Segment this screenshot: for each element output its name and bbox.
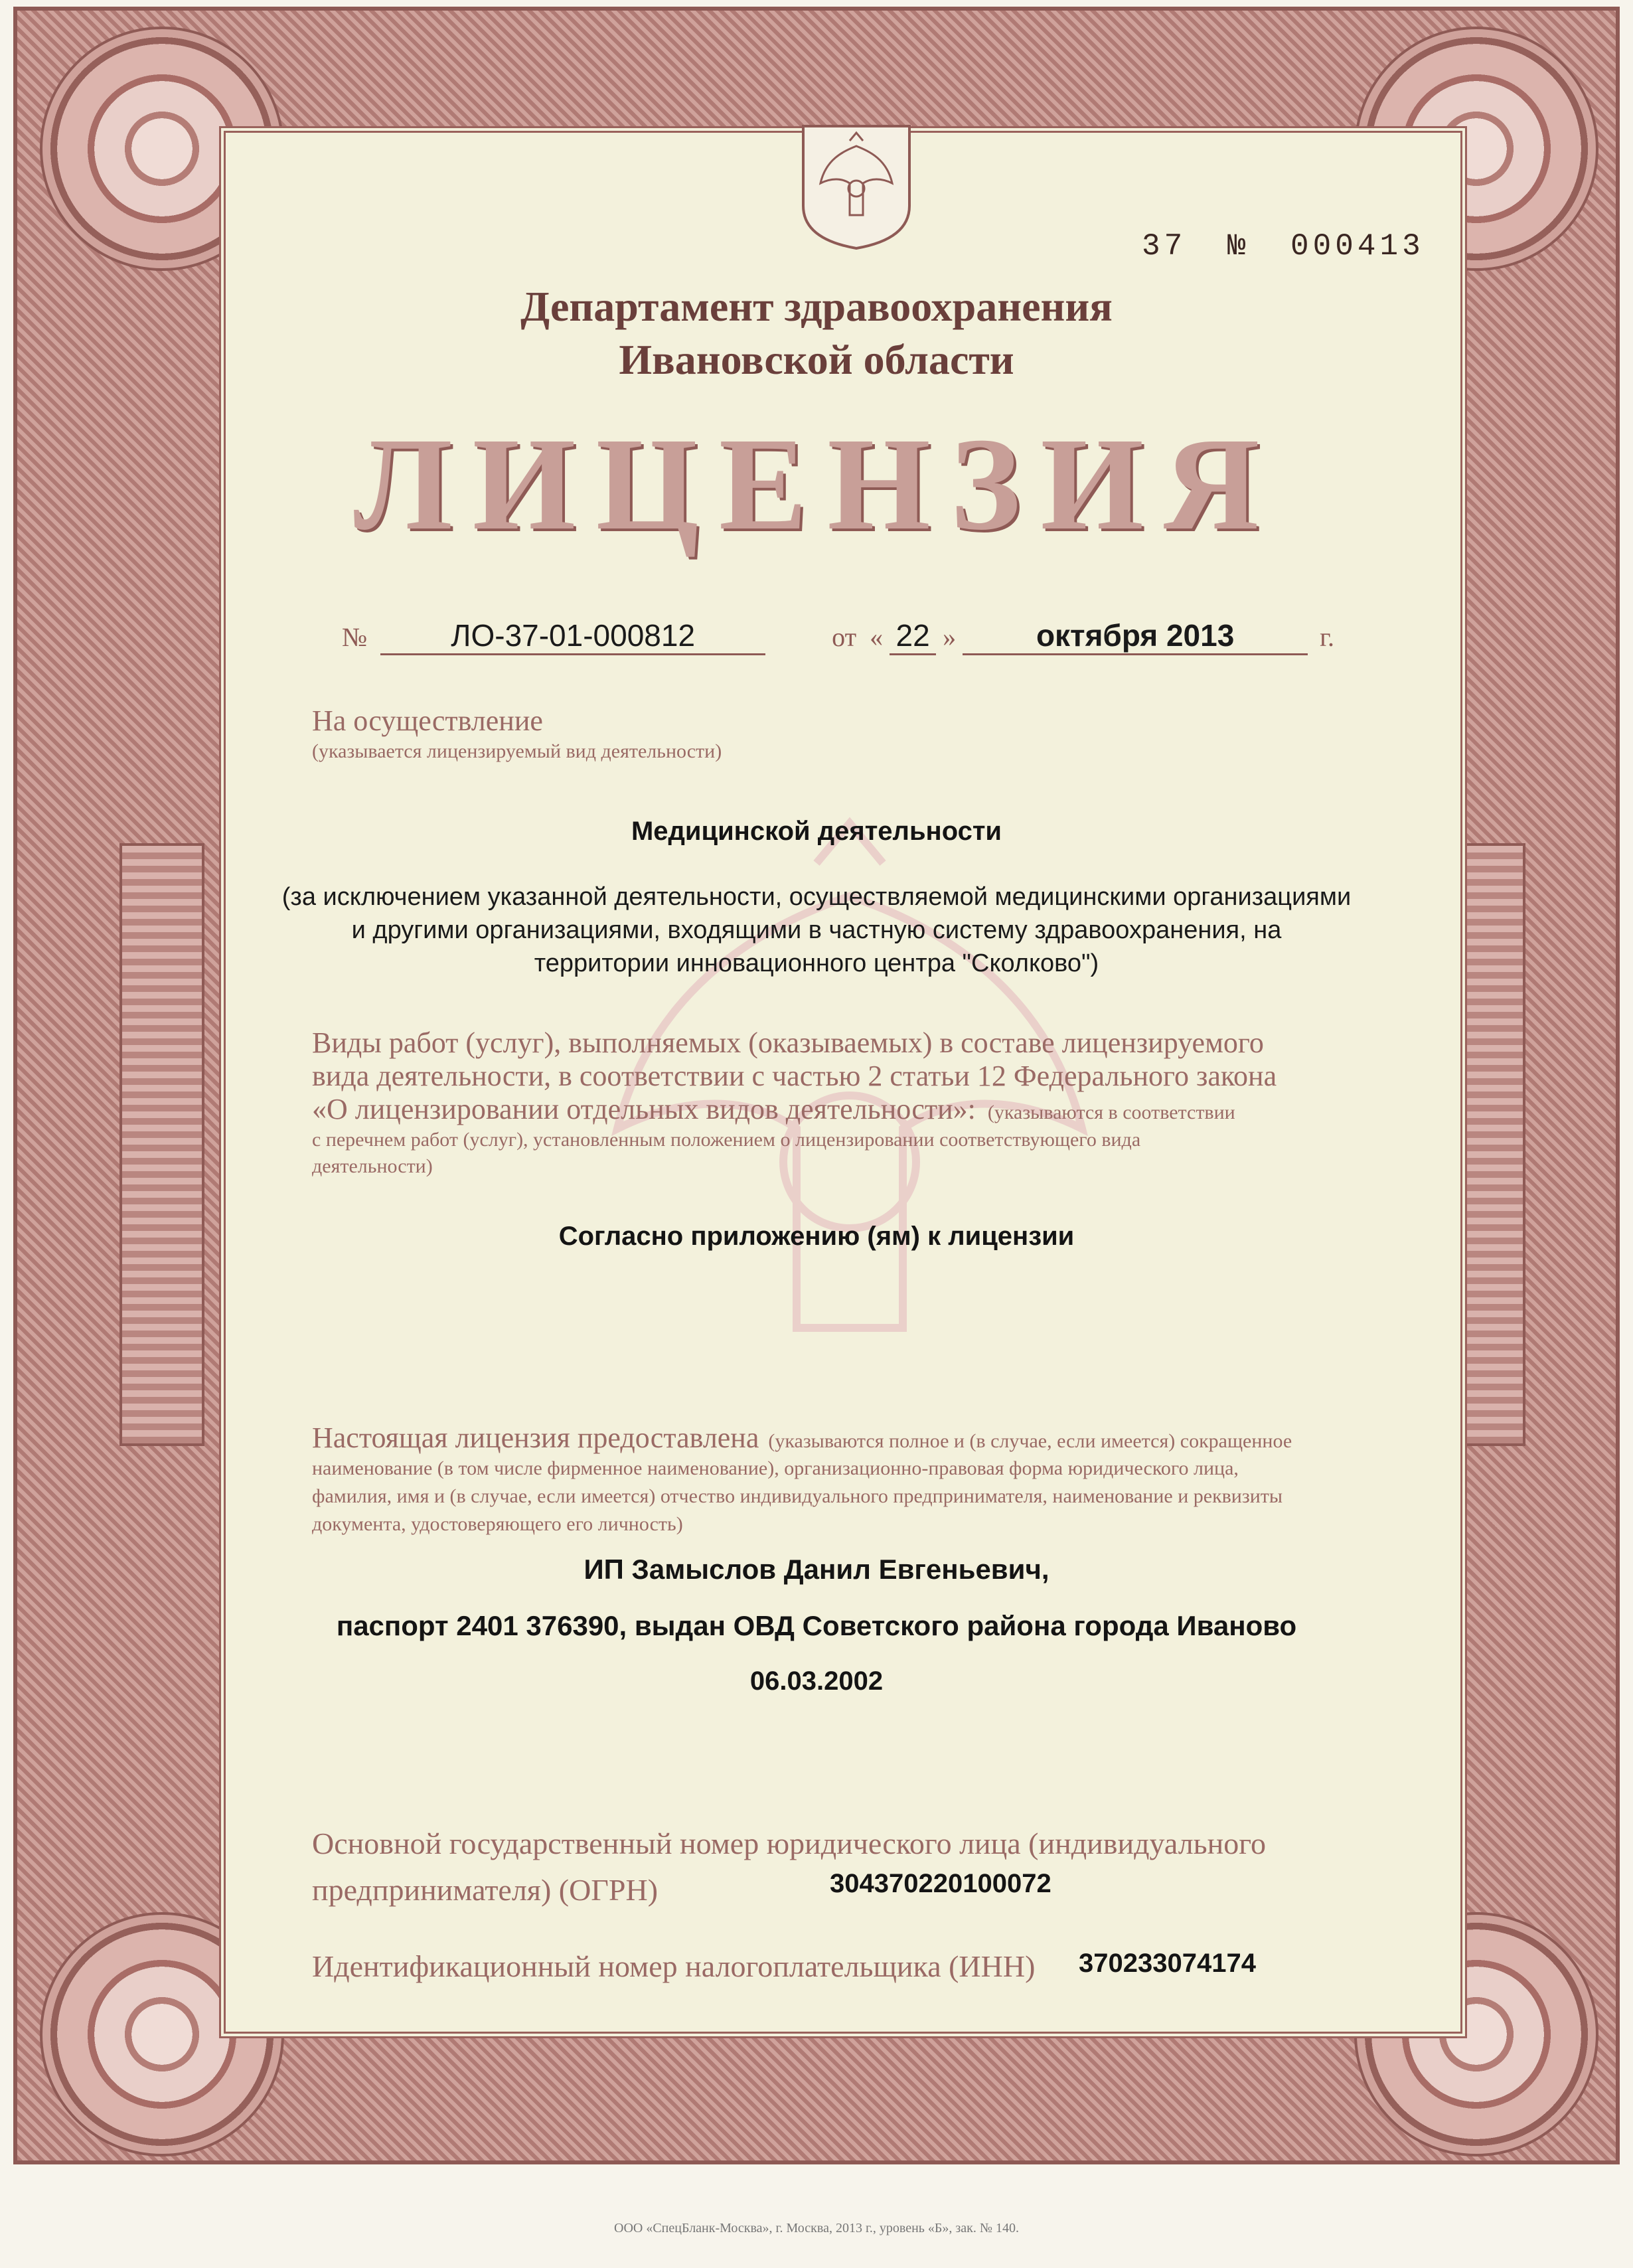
activity-value-title: Медицинской деятельности (631, 817, 1002, 846)
license-date-month-year: октября 2013 (963, 617, 1308, 655)
license-date-open-quote: « (870, 622, 884, 652)
works-line-4: с перечнем работ (услуг), установленным положением о лицензировании соответствующего вида (312, 1129, 1141, 1151)
holder-hint-4: документа, удостоверяющего его личность) (312, 1513, 683, 1535)
department-name-line-2: Ивановской области (619, 336, 1014, 383)
serial-number: 000413 (1290, 229, 1425, 264)
activity-note-line-1: (за исключением указанной деятельности, осуществляемой медицинскими организациями (281, 883, 1352, 911)
ogrn-label-line-2: предпринимателя) (ОГРН) (312, 1873, 659, 1907)
holder-passport-date: 06.03.2002 (749, 1666, 884, 1696)
ogrn-label-line-1: Основной государственный номер юридического лица (индивидуального (312, 1826, 1266, 1860)
license-date-label: от (832, 622, 857, 652)
holder-passport: паспорт 2401 376390, выдан ОВД Советского района города Иваново (336, 1610, 1297, 1641)
inn-value: 370233074174 (1079, 1949, 1256, 1978)
works-line-2: вида деятельности, в соответствии с частью 2 статьи 12 Федерального закона (312, 1060, 1277, 1092)
holder-hint-1: (указываются полное и (в случае, если имеется) сокращенное (768, 1430, 1292, 1452)
works-value: Согласно приложению (ям) к лицензии (558, 1222, 1075, 1251)
license-date-year-suffix: г. (1320, 622, 1335, 652)
activity-note-line-3: территории инновационного центра "Сколково") (534, 949, 1099, 977)
serial-number-sign: № (1227, 229, 1250, 264)
license-date-close-quote: » (943, 622, 957, 652)
holder-label: Настоящая лицензия предоставлена (312, 1421, 759, 1454)
form-serial-number (1142, 229, 1425, 264)
works-line-5: деятельности) (312, 1155, 433, 1177)
works-line-3-hint: (указываются в соответствии (987, 1101, 1235, 1123)
document-title: ЛИЦЕНЗИЯ (353, 411, 1280, 558)
works-line-1: Виды работ (услуг), выполняемых (оказываемых) в составе лицензируемого (312, 1026, 1264, 1059)
holder-hint-2: наименование (в том числе фирменное наименование), организационно-правовая форма юридического лица, (312, 1457, 1239, 1479)
holder-hint-3: фамилия, имя и (в случае, если имеется) отчество индивидуального предпринимателя, наименование и реквизиты (312, 1485, 1283, 1507)
serial-series: 37 (1142, 229, 1187, 264)
holder-label-line (312, 1421, 1292, 1455)
inn-label: Идентификационный номер налогоплательщика (ИНН) (312, 1949, 1036, 1983)
license-number-value: ЛО-37-01-000812 (380, 617, 765, 655)
activity-label: На осуществление (312, 704, 543, 737)
works-line-3-main: «О лицензировании отдельных видов деятельности»: (312, 1093, 976, 1125)
license-date-day: 22 (890, 617, 936, 655)
holder-name: ИП Замыслов Данил Евгеньевич, (583, 1554, 1050, 1585)
activity-hint: (указывается лицензируемый вид деятельности) (312, 740, 722, 762)
ogrn-value: 304370220100072 (830, 1869, 1051, 1898)
printer-footer: ООО «СпецБланк-Москва», г. Москва, 2013 г., уровень «Б», зак. № 140. (614, 2221, 1019, 2235)
license-number-row (342, 617, 1334, 655)
works-line-3 (312, 1092, 1235, 1126)
license-number-label: № (342, 622, 368, 652)
department-name-line-1: Департамент здравоохранения (520, 283, 1113, 330)
coat-of-arms-emblem (797, 120, 916, 252)
activity-note-line-2: и другими организациями, входящими в частную систему здравоохранения, на (351, 916, 1282, 944)
